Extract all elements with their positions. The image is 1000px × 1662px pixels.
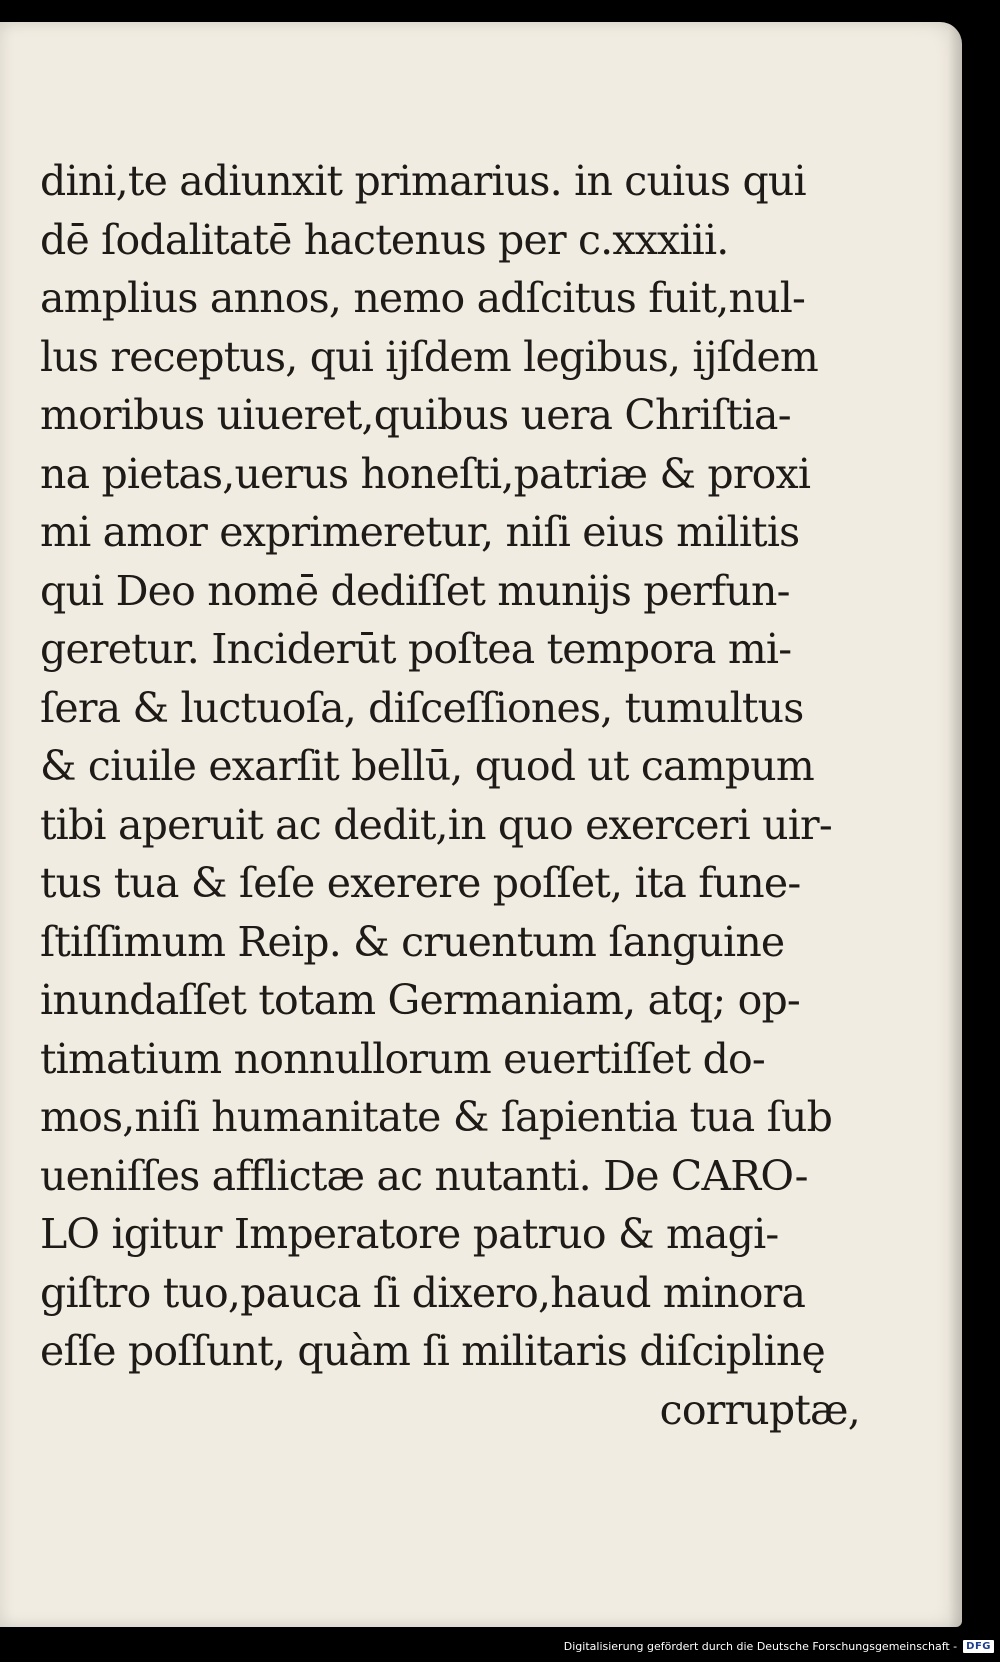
text-line-8: qui Deo nomē dediſſet munijs perfun- <box>40 566 790 615</box>
text-line-19: LO igitur Imperatore patruo & magi- <box>40 1210 779 1258</box>
text-line-13: tus tua & ſeſe exerere poſſet, ita fune- <box>40 859 801 907</box>
page-text-block <box>40 152 860 1439</box>
footer-credit-text: Digitalisierung gefördert durch die Deutsche Forschungsgemeinschaft - <box>563 1639 958 1653</box>
text-line-12: tibi aperuit ac dedit,in quo exerceri uir- <box>40 800 832 849</box>
text-line-4: lus receptus, qui ijſdem legibus, ijſdem <box>40 332 819 381</box>
text-line-20: giſtro tuo,pauca ſi dixero,haud minora <box>40 1268 806 1317</box>
text-line-9: geretur. Inciderūt poſtea tempora mi- <box>40 625 792 673</box>
text-line-6: na pietas,uerus honeſti,patriæ & proxi <box>40 449 811 498</box>
text-line-18: ueniſſes afflictæ ac nutanti. De CARO- <box>40 1151 808 1200</box>
page-edge-shadow <box>948 22 962 1627</box>
text-line-5: moribus uiueret,quibus uera Chriſtia- <box>40 391 791 439</box>
text-line-21: eſſe poſſunt, quàm ſi militaris diſciplinę <box>40 1327 825 1375</box>
text-line-1: dini,te adiunxit primarius. in cuius qui <box>40 157 806 205</box>
text-line-3: amplius annos, nemo adſcitus fuit,nul- <box>40 274 806 322</box>
text-line-14: ſtiſſimum Reip. & cruentum ſanguine <box>40 917 785 966</box>
text-line-17: mos,niſi humanitate & ſapientia tua ſub <box>40 1093 833 1141</box>
catchword: corruptæ, <box>659 1385 860 1434</box>
digitization-footer <box>564 1636 994 1656</box>
text-line-11: & ciuile exarſit bellū, quod ut campum <box>40 742 814 790</box>
text-line-7: mi amor exprimeretur, niſi eius militis <box>40 508 800 556</box>
book-page <box>0 22 962 1627</box>
text-line-15: inundaſſet totam Germaniam, atq; op- <box>40 976 800 1024</box>
text-line-16: timatium nonnullorum euertiſſet do- <box>40 1034 765 1083</box>
text-line-10: ſera & luctuoſa, diſceſſiones, tumultus <box>40 683 804 732</box>
dfg-logo: DFG <box>963 1640 994 1653</box>
text-line-2: dē ſodalitatē hactenus per c.xxxiii. <box>40 215 729 264</box>
